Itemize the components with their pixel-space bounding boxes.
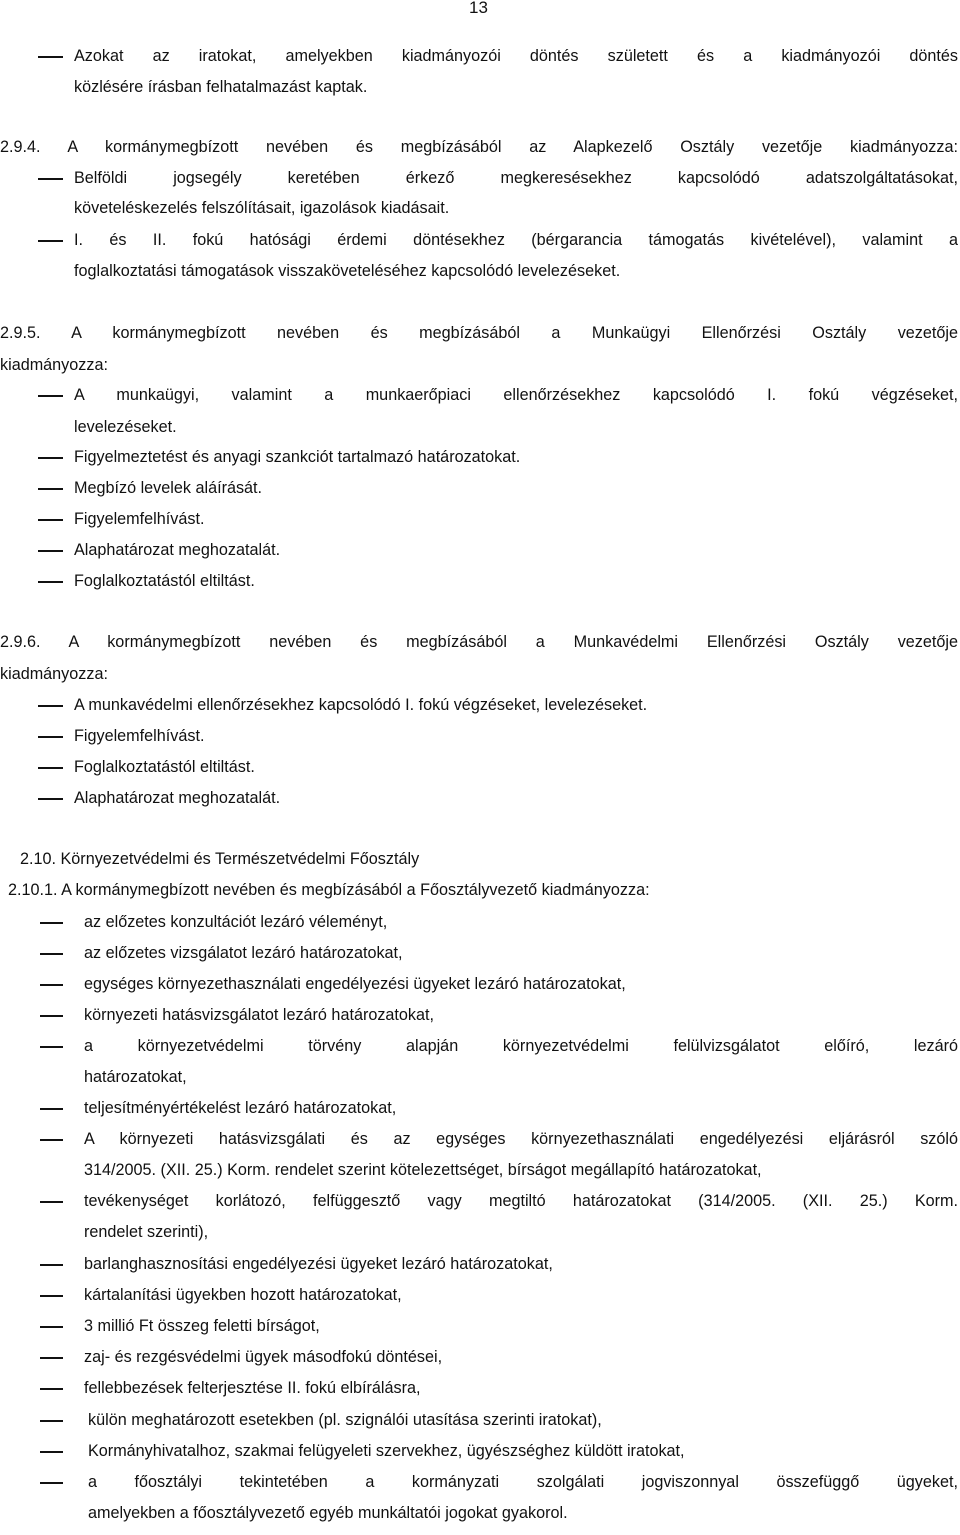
line-text: követeléskezelés felszólításait, igazolások kiadásait.	[74, 199, 450, 217]
dash-bullet	[40, 1388, 63, 1390]
line-text: 2.10. Környezetvédelmi és Természetvédelmi Főosztály	[20, 850, 420, 868]
line-text: tevékenységet korlátozó, felfüggesztő vagy megtiltó határozatokat (314/2005. (XII. 25.) Korm.	[84, 1192, 958, 1210]
dash-bullet	[40, 1357, 63, 1359]
page-number: 13	[469, 0, 488, 17]
line-text: az előzetes vizsgálatot lezáró határozatokat,	[84, 944, 403, 962]
line-text: Foglalkoztatástól eltiltást.	[74, 572, 255, 590]
dash-bullet	[40, 1046, 63, 1048]
line-text: kártalanítási ügyekben hozott határozatokat,	[84, 1286, 402, 1304]
line-text: A munkavédelmi ellenőrzésekhez kapcsolódó I. fokú végzéseket, levelezéseket.	[74, 696, 648, 714]
line-text: közlésére írásban felhatalmazást kaptak.	[74, 78, 368, 96]
dash-bullet	[40, 1108, 63, 1110]
line-text: a főosztályi tekintetében a kormányzati szolgálati jogviszonnyal összefüggő ügyeket,	[88, 1473, 958, 1491]
dash-bullet	[38, 581, 63, 583]
dash-bullet	[38, 550, 63, 552]
line-text: a környezetvédelmi törvény alapján környezetvédelmi felülvizsgálatot előíró, lezáró	[84, 1037, 958, 1055]
line-text: barlanghasznosítási engedélyezési ügyeket lezáró határozatokat,	[84, 1255, 553, 1273]
dash-bullet	[38, 519, 63, 521]
dash-bullet	[40, 1139, 63, 1141]
dash-bullet	[40, 922, 63, 924]
dash-bullet	[40, 1326, 63, 1328]
line-text: 314/2005. (XII. 25.) Korm. rendelet szerint kötelezettséget, bírságot megállapító határozatokat,	[84, 1161, 762, 1179]
line-text: külön meghatározott esetekben (pl. szignálói utasítása szerinti iratokat),	[88, 1411, 602, 1429]
dash-bullet	[38, 178, 63, 180]
dash-bullet	[38, 457, 63, 459]
line-text: környezeti hatásvizsgálatot lezáró határozatokat,	[84, 1006, 435, 1024]
dash-bullet	[38, 736, 63, 738]
dash-bullet	[40, 1201, 63, 1203]
line-text: Belföldi jogsegély keretében érkező megkeresésekhez kapcsolódó adatszolgáltatásokat,	[74, 169, 958, 187]
line-text: Megbízó levelek aláírását.	[74, 479, 263, 497]
dash-bullet	[38, 798, 63, 800]
line-text: Alaphatározat meghozatalát.	[74, 789, 281, 807]
dash-bullet	[40, 953, 63, 955]
dash-bullet	[38, 240, 63, 242]
dash-bullet	[40, 1015, 63, 1017]
line-text: Kormányhivatalhoz, szakmai felügyeleti szervekhez, ügyészséghez küldött iratokat,	[88, 1442, 685, 1460]
line-text: az előzetes konzultációt lezáró véleményt,	[84, 913, 388, 931]
line-text: 2.9.6. A kormánymegbízott nevében és megbízásából a Munkavédelmi Ellenőrzési Osztály vezetője	[0, 633, 958, 651]
line-text: kiadmányozza:	[0, 356, 108, 374]
line-text: 2.9.5. A kormánymegbízott nevében és megbízásából a Munkaügyi Ellenőrzési Osztály vezetője	[0, 324, 958, 342]
line-text: határozatokat,	[84, 1068, 187, 1086]
dash-bullet	[40, 1264, 63, 1266]
line-text: Figyelmeztetést és anyagi szankciót tartalmazó határozatokat.	[74, 448, 521, 466]
dash-bullet	[40, 1420, 63, 1422]
line-text: fellebbezések felterjesztése II. fokú elbírálásra,	[84, 1379, 421, 1397]
line-text: levelezéseket.	[74, 418, 177, 436]
dash-bullet	[40, 984, 63, 986]
line-text: 2.10.1. A kormánymegbízott nevében és megbízásából a Főosztályvezető kiadmányozza:	[8, 881, 650, 899]
line-text: zaj- és rezgésvédelmi ügyek másodfokú döntései,	[84, 1348, 443, 1366]
line-text: 2.9.4. A kormánymegbízott nevében és megbízásából az Alapkezelő Osztály vezetője kiadmányozza:	[0, 138, 958, 156]
line-text: Azokat az iratokat, amelyekben kiadmányozói döntés született és a kiadmányozói döntés	[74, 47, 958, 65]
line-text: Alaphatározat meghozatalát.	[74, 541, 281, 559]
line-text: Figyelemfelhívást.	[74, 510, 205, 528]
line-text: Foglalkoztatástól eltiltást.	[74, 758, 255, 776]
dash-bullet	[40, 1295, 63, 1297]
line-text: kiadmányozza:	[0, 665, 108, 683]
line-text: rendelet szerinti),	[84, 1223, 209, 1241]
line-text: egységes környezethasználati engedélyezési ügyeket lezáró határozatokat,	[84, 975, 626, 993]
line-text: Figyelemfelhívást.	[74, 727, 205, 745]
line-text: A munkaügyi, valamint a munkaerőpiaci ellenőrzésekhez kapcsolódó I. fokú végzéseket,	[74, 386, 958, 404]
dash-bullet	[38, 488, 63, 490]
dash-bullet	[38, 395, 63, 397]
dash-bullet	[38, 705, 63, 707]
dash-bullet	[40, 1451, 63, 1453]
dash-bullet	[38, 56, 63, 58]
dash-bullet	[40, 1482, 63, 1484]
line-text: A környezeti hatásvizsgálati és az egységes környezethasználati engedélyezési eljárásról szóló	[84, 1130, 958, 1148]
line-text: 3 millió Ft összeg feletti bírságot,	[84, 1317, 320, 1335]
line-text: I. és II. fokú hatósági érdemi döntésekhez (bérgarancia támogatás kivételével), valamint a	[74, 231, 958, 249]
line-text: teljesítményértékelést lezáró határozatokat,	[84, 1099, 397, 1117]
line-text: amelyekben a főosztályvezető egyéb munkáltatói jogokat gyakorol.	[88, 1504, 568, 1522]
dash-bullet	[38, 767, 63, 769]
line-text: foglalkoztatási támogatások visszaköveteléséhez kapcsolódó levelezéseket.	[74, 262, 621, 280]
